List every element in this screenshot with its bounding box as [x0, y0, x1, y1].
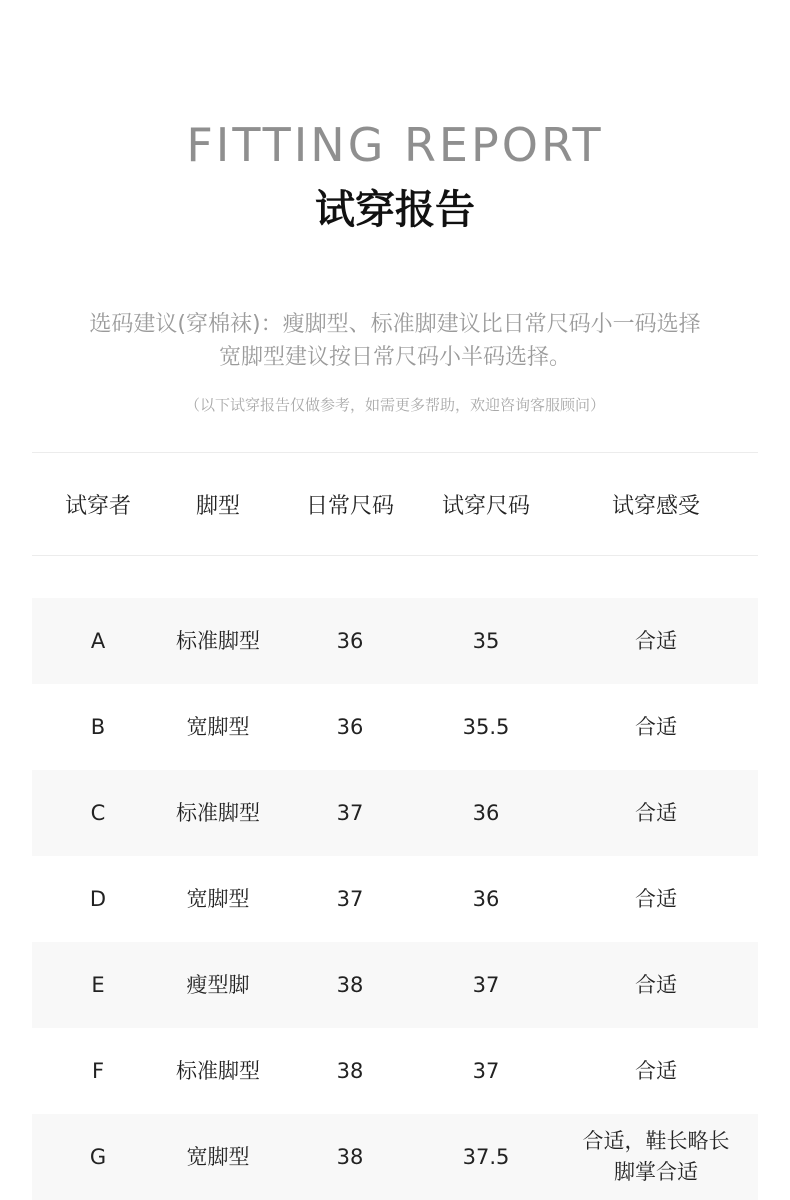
- daily-size-cell: 36: [336, 628, 364, 653]
- feeling-line-2: 脚掌合适: [614, 1160, 698, 1184]
- daily-size-cell: 38: [336, 1144, 364, 1169]
- foot-type-cell: 宽脚型: [186, 714, 250, 739]
- foot-type-cell: 标准脚型: [176, 1058, 260, 1083]
- table-row: [32, 598, 758, 684]
- fitting-size-cell: 35: [472, 628, 500, 653]
- header-feeling: 试穿感受: [611, 493, 700, 519]
- size-advice-line-2: 宽脚型建议按日常尺码小半码选择。: [218, 345, 571, 370]
- tester-cell: E: [91, 972, 105, 997]
- foot-type-cell: 宽脚型: [186, 1144, 250, 1169]
- foot-type-cell: 标准脚型: [176, 628, 260, 653]
- table-row: [32, 1114, 758, 1200]
- foot-type-cell: 标准脚型: [176, 800, 260, 825]
- header-fitting-size: 试穿尺码: [441, 493, 530, 519]
- tester-cell: D: [89, 886, 107, 911]
- tester-cell: A: [90, 628, 106, 653]
- size-advice: [40, 308, 750, 374]
- foot-type-cell: 瘦型脚: [186, 972, 250, 997]
- header-foot-type: 脚型: [195, 493, 240, 519]
- tester-cell: G: [89, 1144, 107, 1169]
- tester-cell: F: [91, 1058, 105, 1083]
- fitting-size-cell: 36: [472, 886, 500, 911]
- daily-size-cell: 38: [336, 1058, 364, 1083]
- daily-size-cell: 37: [336, 886, 364, 911]
- header-tester: 试穿者: [64, 493, 131, 519]
- fitting-size-cell: 37: [472, 1058, 500, 1083]
- table-row: [32, 856, 758, 942]
- table-row: [32, 942, 758, 1028]
- daily-size-cell: 38: [336, 972, 364, 997]
- feeling-cell: 合适: [635, 628, 677, 653]
- feeling-cell: 合适: [635, 1058, 677, 1083]
- feeling-cell: 合适: [635, 714, 677, 739]
- tester-cell: C: [90, 800, 106, 825]
- table-row: [32, 770, 758, 856]
- feeling-line-1: 合适，鞋长略长: [582, 1129, 730, 1153]
- header-daily-size: 日常尺码: [305, 493, 394, 519]
- fitting-table: [32, 452, 758, 1184]
- fitting-size-cell: 37: [472, 972, 500, 997]
- feeling-cell: 合适: [635, 886, 677, 911]
- fitting-size-cell: 35.5: [462, 714, 510, 739]
- reference-note: （以下试穿报告仅做参考，如需更多帮助，欢迎咨询客服顾问）: [184, 396, 605, 414]
- fitting-size-cell: 36: [472, 800, 500, 825]
- table-header-row: [32, 452, 758, 556]
- tester-cell: B: [90, 714, 106, 739]
- report-title-cn: 试穿报告: [315, 187, 475, 233]
- foot-type-cell: 宽脚型: [186, 886, 250, 911]
- size-advice-line-1: 选码建议(穿棉袜)：瘦脚型、标准脚建议比日常尺码小一码选择: [89, 312, 701, 337]
- feeling-cell: 合适: [635, 972, 677, 997]
- feeling-cell: [554, 1114, 758, 1200]
- daily-size-cell: 37: [336, 800, 364, 825]
- report-title-en: FITTING REPORT: [186, 118, 604, 172]
- table-row: [32, 684, 758, 770]
- fitting-size-cell: 37.5: [462, 1144, 510, 1169]
- table-row: [32, 1028, 758, 1114]
- table-body: [32, 598, 758, 1200]
- feeling-cell: 合适: [635, 800, 677, 825]
- daily-size-cell: 36: [336, 714, 364, 739]
